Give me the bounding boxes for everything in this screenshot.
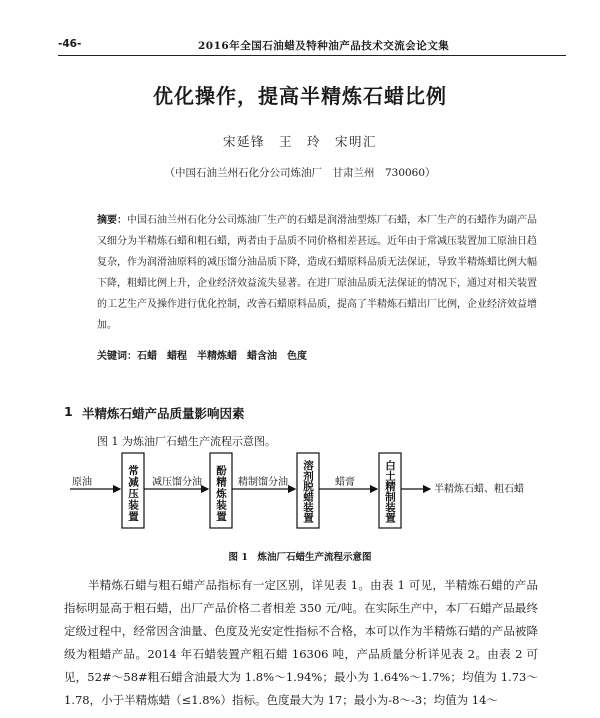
running-header (58, 38, 566, 52)
section-title: 半精炼石蜡产品质量影响因素 (82, 406, 245, 421)
flow-box-label-4: 白土精制装置 (384, 460, 396, 523)
abstract-label: 摘要： (97, 215, 127, 226)
keyword: 石蜡 (137, 351, 157, 362)
authors: 宋延锋 王 玲 宋明汇 (222, 134, 377, 149)
page-number: -46- (58, 38, 82, 50)
body-paragraph: 半精炼石蜡与粗石蜡产品指标有一定区别，详见表 1。由表 1 可见，半精炼石蜡的产品指标明显高于粗石蜡，出厂产品价格二者相差 350 元/吨。在实际生产中，本厂石蜡产品最终定级过程中，经常因含油量、色度及光安定性指标不合格，本可以作为半精炼石蜡的产品被降级为粗蜡产品。2014 年石蜡装置产粗石蜡 16306 吨，产品质量分析详见表 2。由表 2 可见，52#～58#粗石蜡含油最大为 1.8%～1.94%；最小为 1.64%～1.7%；均值为 1.73～1.78，小于半精炼蜡（≤1.8%）指标。色度最大为 17；最小为-8～-3；均值为 14～ (64, 578, 538, 707)
keyword: 半精炼蜡 (197, 351, 237, 362)
flow-box-label-1: 常减压装置 (127, 465, 139, 523)
abstract (97, 210, 537, 336)
flow-box-label-2: 酚精炼装置 (215, 465, 227, 523)
running-title: 2016年全国石油蜡及特种油产品技术交流会论文集 (198, 40, 450, 52)
flow-arrow-label-3: 蜡膏 (335, 477, 355, 488)
keyword: 蜡程 (167, 351, 187, 362)
flow-arrow-label-2: 精制馏分油 (238, 477, 288, 488)
section-number: 1 (64, 404, 73, 419)
affiliation: （中国石油兰州石化分公司炼油厂 甘肃兰州 730060） (164, 167, 436, 179)
flow-box-label-3: 溶剂脱蜡装置 (302, 460, 314, 523)
keyword: 蜡含油 (247, 351, 277, 362)
flow-output-label: 半精炼石蜡、粗石蜡 (434, 484, 524, 495)
figure-intro: 图 1 为炼油厂石蜡生产流程示意图。 (97, 435, 276, 448)
keyword: 色度 (287, 351, 307, 362)
flow-arrow-label-1: 减压馏分油 (152, 477, 202, 488)
keywords (97, 347, 537, 362)
flow-input-label: 原油 (72, 477, 92, 488)
paper-title: 优化操作，提高半精炼石蜡比例 (153, 84, 447, 108)
keywords-label: 关键词： (97, 351, 137, 362)
figure-caption: 图 1 炼油厂石蜡生产流程示意图 (228, 552, 372, 563)
header-rule (58, 55, 566, 56)
abstract-text: 中国石油兰州石化分公司炼油厂生产的石蜡是润滑油型炼厂石蜡，本厂生产的石蜡作为副产品又细分为半精炼石蜡和粗石蜡，两者由于品质不同价格相差甚远。近年由于常减压装置加工原油日趋复杂，作为润滑油原料的减压馏分油品质下降，造成石蜡原料品质无法保证，导致半精炼蜡比例大幅下降，粗蜡比例上升，企业经济效益流失显著。在进厂原油品质无法保证的情况下，通过对相关装置的工艺生产及操作进行优化控制，改善石蜡原料品质，提高了半精炼石蜡出厂比例，企业经济效益增加。 (97, 215, 537, 331)
process-flow-diagram (60, 445, 560, 535)
